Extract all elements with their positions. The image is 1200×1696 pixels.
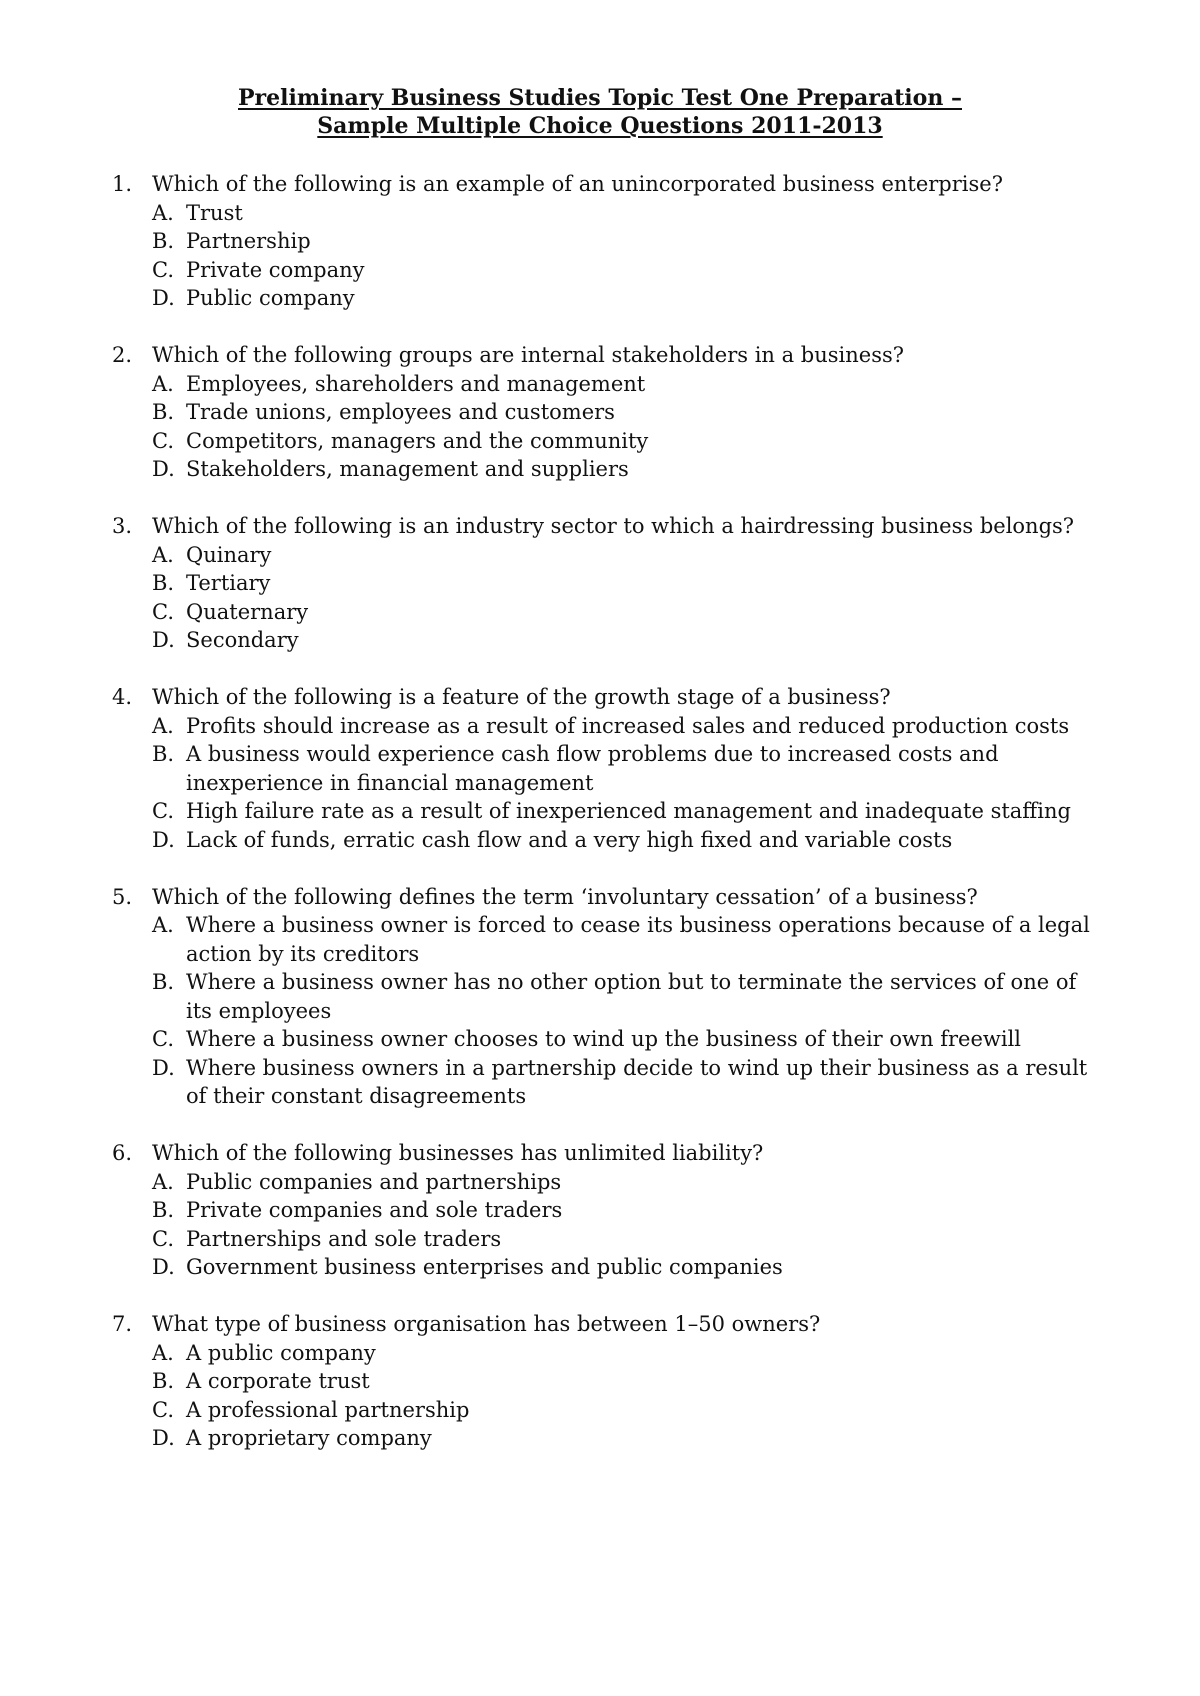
option-text: Partnership [186, 229, 311, 253]
answer-option [112, 626, 1092, 655]
question-stem [112, 683, 1092, 712]
question-number: 5. [112, 884, 133, 909]
option-text: Government business enterprises and public companies [186, 1255, 783, 1279]
option-letter: D. [152, 1255, 175, 1279]
option-text: Private companies and sole traders [186, 1198, 563, 1222]
question-number: 6. [112, 1141, 133, 1165]
question-text: Which of the following businesses has unlimited liability? [152, 1141, 764, 1165]
option-letter: C. [152, 599, 174, 624]
option-letter: C. [152, 799, 174, 823]
answer-option [112, 1054, 1092, 1111]
question-text: Which of the following is an example of an unincorporated business enterprise? [152, 172, 1003, 196]
option-letter: A. [152, 1340, 174, 1365]
option-text: Stakeholders, management and suppliers [186, 457, 629, 481]
option-text: A business would experience cash flow problems due to increased costs and inexperience in financial management [186, 742, 999, 795]
question-3 [112, 512, 1092, 655]
answer-option [112, 598, 1092, 627]
answer-option [112, 455, 1092, 484]
question-6 [112, 1139, 1092, 1282]
question-stem [112, 170, 1092, 199]
option-text: Public companies and partnerships [186, 1169, 562, 1194]
option-text: A corporate trust [186, 1369, 370, 1393]
option-text: High failure rate as a result of inexperienced management and inadequate staffing [186, 799, 1071, 823]
answer-option [112, 370, 1092, 399]
answer-option [112, 1424, 1092, 1453]
option-letter: D. [152, 457, 175, 481]
question-stem [112, 1139, 1092, 1168]
answer-option [112, 1168, 1092, 1197]
question-text: Which of the following groups are internal stakeholders in a business? [152, 343, 905, 367]
option-letter: D. [152, 628, 175, 652]
answer-option [112, 256, 1092, 285]
option-letter: C. [152, 1027, 174, 1051]
answer-option [112, 569, 1092, 598]
option-letter: B. [152, 571, 175, 595]
answer-option [112, 541, 1092, 570]
option-letter: D. [152, 827, 175, 852]
answer-option [112, 1396, 1092, 1425]
answer-option [112, 1253, 1092, 1282]
question-2 [112, 341, 1092, 484]
answer-option [112, 911, 1092, 968]
option-text: Public company [186, 286, 355, 310]
option-text: Quinary [186, 542, 272, 567]
document-subtitle: Sample Multiple Choice Questions 2011-2013 [317, 113, 883, 139]
answer-option [112, 1196, 1092, 1225]
question-stem [112, 883, 1092, 912]
option-letter: A. [152, 713, 174, 738]
option-text: Private company [186, 257, 365, 282]
answer-option [112, 284, 1092, 313]
option-text: Tertiary [186, 571, 271, 595]
option-text: Employees, shareholders and management [186, 371, 646, 396]
option-letter: B. [152, 1369, 175, 1393]
option-letter: B. [152, 400, 175, 424]
option-text: Where a business owner has no other option but to terminate the services of one of its employees [186, 970, 1077, 1023]
option-text: Lack of funds, erratic cash flow and a very high fixed and variable costs [186, 827, 953, 852]
question-text: What type of business organisation has between 1–50 owners? [152, 1312, 821, 1336]
answer-option [112, 427, 1092, 456]
option-letter: B. [152, 970, 175, 994]
answer-option [112, 1339, 1092, 1368]
question-text: Which of the following is an industry sector to which a hairdressing business belongs? [152, 514, 1075, 538]
question-text: Which of the following is a feature of the growth stage of a business? [152, 685, 891, 709]
question-text: Which of the following defines the term ‘involuntary cessation’ of a business? [152, 884, 978, 909]
option-letter: A. [152, 1169, 174, 1194]
option-letter: B. [152, 229, 175, 253]
option-text: Trust [186, 200, 243, 225]
option-text: Where business owners in a partnership decide to wind up their business as a result of their constant disagreements [186, 1055, 1088, 1108]
answer-option [112, 1225, 1092, 1254]
option-letter: C. [152, 1226, 174, 1251]
answer-option [112, 1367, 1092, 1396]
question-number: 7. [112, 1312, 133, 1336]
option-text: A proprietary company [186, 1426, 432, 1450]
option-letter: D. [152, 1055, 175, 1080]
document-header [0, 84, 1200, 140]
answer-option [112, 227, 1092, 256]
question-number: 3. [112, 514, 133, 538]
option-text: A public company [186, 1340, 376, 1365]
option-text: Where a business owner is forced to cease its business operations because of a legal action by its creditors [186, 913, 1090, 966]
answer-option [112, 826, 1092, 855]
question-list [112, 170, 1092, 1481]
answer-option [112, 398, 1092, 427]
option-text: Trade unions, employees and customers [186, 400, 615, 424]
option-letter: B. [152, 1198, 175, 1222]
answer-option [112, 199, 1092, 228]
option-letter: A. [152, 913, 174, 937]
question-5 [112, 883, 1092, 1111]
question-1 [112, 170, 1092, 313]
option-text: Partnerships and sole traders [186, 1226, 502, 1251]
question-number: 1. [112, 172, 133, 196]
option-letter: C. [152, 257, 174, 282]
question-7 [112, 1310, 1092, 1453]
option-text: A professional partnership [186, 1397, 470, 1422]
option-letter: B. [152, 742, 175, 766]
option-text: Competitors, managers and the community [186, 428, 649, 453]
document-title: Preliminary Business Studies Topic Test One Preparation – [238, 85, 962, 111]
question-stem [112, 1310, 1092, 1339]
question-4 [112, 683, 1092, 854]
answer-option [112, 968, 1092, 1025]
question-stem [112, 341, 1092, 370]
question-stem [112, 512, 1092, 541]
answer-option [112, 712, 1092, 741]
option-text: Quaternary [186, 599, 309, 624]
option-text: Profits should increase as a result of increased sales and reduced production costs [186, 713, 1070, 738]
option-letter: A. [152, 200, 174, 225]
option-letter: A. [152, 371, 174, 396]
question-number: 2. [112, 343, 133, 367]
answer-option [112, 797, 1092, 826]
question-number: 4. [112, 685, 133, 709]
option-letter: D. [152, 1426, 175, 1450]
option-text: Secondary [186, 628, 299, 652]
option-letter: A. [152, 542, 174, 567]
option-letter: D. [152, 286, 175, 310]
option-letter: C. [152, 1397, 174, 1422]
option-text: Where a business owner chooses to wind up the business of their own freewill [186, 1027, 1021, 1051]
answer-option [112, 740, 1092, 797]
answer-option [112, 1025, 1092, 1054]
option-letter: C. [152, 428, 174, 453]
